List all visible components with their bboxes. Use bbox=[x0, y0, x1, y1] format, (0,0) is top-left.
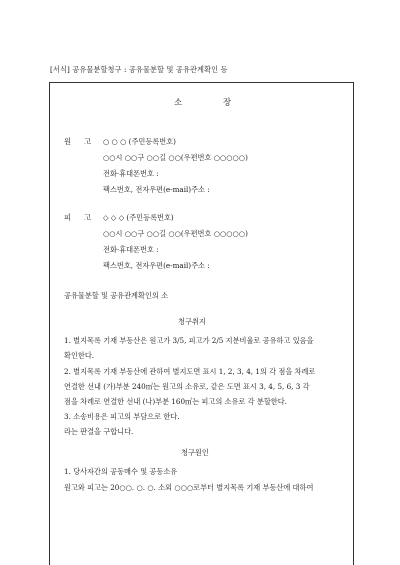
defendant-fax-email: 팩스번호, 전자우편(e-mail)주소 : bbox=[103, 261, 210, 270]
claim-heading: 청구취지 bbox=[178, 317, 206, 326]
claim-line: 라는 판결을 구합니다. bbox=[64, 427, 134, 436]
claim-line: 2. 별지목록 기재 부동산에 관하여 별지도면 표시 1, 2, 3, 4, 1의 각 점을 차례로 bbox=[64, 367, 316, 376]
defendant-name: ◇ ◇ ◇ (주민등록번호) bbox=[103, 213, 174, 222]
plaintiff-role-char-1: 원 bbox=[64, 137, 72, 146]
defendant-phone: 전화·휴대폰번호 : bbox=[103, 245, 159, 254]
claim-line: 점을 차례로 연결한 선내 (나)부분 160㎡는 피고의 소유로 각 분할한다. bbox=[64, 397, 287, 406]
plaintiff-phone: 전화·휴대폰번호 : bbox=[103, 169, 159, 178]
plaintiff-role-char-2: 고 bbox=[84, 137, 92, 146]
form-header: [서식] 공유물분할청구 : 공유물분할 및 공유관계확인 등 bbox=[50, 65, 228, 74]
cause-heading: 청구원인 bbox=[181, 448, 209, 457]
title-char-2: 장 bbox=[223, 97, 232, 107]
claim-line: 연결한 선내 (가)부분 240㎡는 원고의 소유로, 같은 도면 표시 3, 4, 5, 6, 3 각 bbox=[64, 382, 310, 391]
plaintiff-fax-email: 팩스번호, 전자우편(e-mail)주소 : bbox=[103, 185, 210, 194]
claim-line: 3. 소송비용은 피고의 부담으로 한다. bbox=[64, 412, 180, 421]
claim-line: 확인한다. bbox=[64, 351, 95, 360]
cause-line: 원고와 피고는 20○○. ○. ○. 소외 ○○○로부터 별지목록 기재 부동산에 대하여 bbox=[64, 483, 314, 492]
plaintiff-address: ○○시 ○○구 ○○길 ○○(우편번호 ○○○○○) bbox=[103, 153, 248, 162]
cause-line: 1. 당사자간의 공동매수 및 공동소유 bbox=[64, 467, 178, 476]
claim-line: 1. 별지목록 기재 부동산은 원고가 3/5, 피고가 2/5 지분비율로 공유하고 있음을 bbox=[64, 336, 314, 345]
case-name: 공유물분할 및 공유관계확인의 소 bbox=[64, 291, 169, 300]
defendant-role-char-1: 피 bbox=[64, 213, 72, 222]
defendant-role-char-2: 고 bbox=[84, 213, 92, 222]
plaintiff-name: ○ ○ ○ (주민등록번호) bbox=[103, 137, 176, 146]
title-char-1: 소 bbox=[174, 97, 183, 107]
defendant-address: ○○시 ○○구 ○○길 ○○(우편번호 ○○○○○) bbox=[103, 229, 248, 238]
